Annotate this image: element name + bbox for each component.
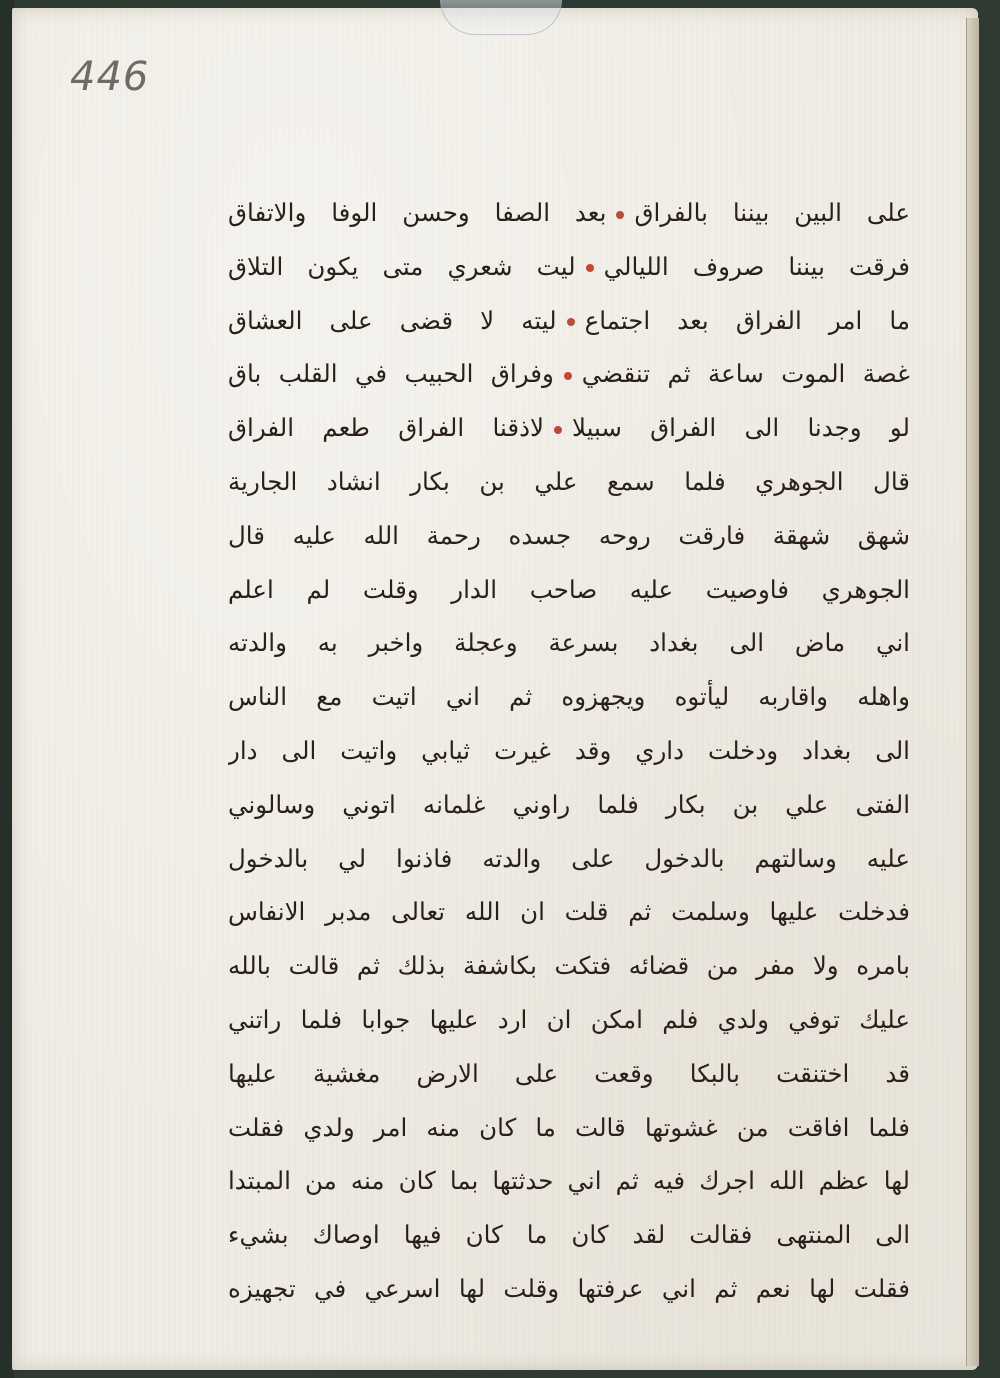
- text-line: [228, 455, 910, 509]
- text-line: [228, 1101, 910, 1155]
- verse-separator-dot: [567, 318, 575, 326]
- text-segment: واهله واقاربه ليأتوه ويجهزوه ثم اني اتيت مع الناس: [228, 682, 910, 712]
- text-segment: بعد الصفا وحسن الوفا والاتفاق: [228, 198, 607, 227]
- text-line: [228, 294, 910, 348]
- verse-separator-dot: [564, 372, 572, 380]
- text-segment: ليته لا قضى على العشاق: [228, 305, 557, 335]
- text-segment: قد اختنقت بالبكا وقعت على الارض مغشية عليها: [228, 1058, 910, 1088]
- text-segment: على البين بيننا بالفراق: [634, 198, 910, 227]
- text-line: [228, 1208, 910, 1262]
- binding-clip: [440, 0, 562, 35]
- text-segment: الى المنتهى فقالت لقد كان ما كان فيها اوصاك بشيء: [228, 1220, 910, 1250]
- folio-number: 446: [70, 54, 150, 100]
- verse-separator-dot: [616, 211, 624, 219]
- text-line: [228, 939, 910, 993]
- text-segment: عليك توفي ولدي فلم امكن ان ارد عليها جوابا فلما راتني: [228, 1004, 910, 1034]
- text-segment: قال الجوهري فلما سمع علي بن بكار انشاد الجارية: [228, 466, 910, 496]
- text-line: [228, 616, 910, 670]
- verse-separator-dot: [586, 264, 594, 272]
- text-segment: فقلت لها نعم ثم اني عرفتها وقلت لها اسرعي في تجهيزه: [228, 1273, 910, 1303]
- text-line: [228, 724, 910, 778]
- text-line: [228, 347, 910, 401]
- text-segment: عليه وسالتهم بالدخول على والدته فاذنوا لي بالدخول: [228, 843, 910, 873]
- text-segment: غصة الموت ساعة ثم تنقضي: [581, 359, 910, 389]
- text-segment: ليت شعري متى يكون التلاق: [228, 251, 576, 281]
- text-segment: الجوهري فاوصيت عليه صاحب الدار وقلت لم اعلم: [228, 574, 910, 604]
- text-segment: فدخلت عليها وسلمت ثم قلت ان الله تعالى مدبر الانفاس: [228, 897, 910, 927]
- text-line: [228, 778, 910, 832]
- text-segment: ما امر الفراق بعد اجتماع: [584, 305, 910, 335]
- text-segment: فرقت بيننا صروف الليالي: [603, 251, 910, 281]
- text-line: [228, 993, 910, 1047]
- text-line: [228, 240, 910, 294]
- text-segment: شهق شهقة فارقت روحه جسده رحمة الله عليه قال: [228, 520, 910, 550]
- text-segment: لو وجدنا الى الفراق سبيلا: [571, 413, 910, 443]
- text-segment: وفراق الحبيب في القلب باق: [228, 359, 554, 389]
- text-line: [228, 1154, 910, 1208]
- text-line: [228, 832, 910, 886]
- text-segment: بامره ولا مفر من قضائه فتكت بكاشفة بذلك ثم قالت بالله: [228, 951, 910, 981]
- text-line: [228, 186, 910, 240]
- text-segment: الفتى علي بن بكار فلما راوني غلمانه اتوني وسالوني: [228, 789, 910, 819]
- text-line: [228, 401, 910, 455]
- text-segment: فلما افاقت من غشوتها قالت ما كان منه امر ولدي فقلت: [228, 1112, 910, 1142]
- text-line: [228, 1047, 910, 1101]
- text-body: [228, 186, 910, 1316]
- text-line: [228, 1262, 910, 1316]
- text-line: [228, 563, 910, 617]
- text-segment: لها عظم الله اجرك فيه ثم اني حدثتها بما كان منه من المبتدا: [228, 1166, 910, 1196]
- text-segment: الى بغداد ودخلت داري وقد غيرت ثيابي واتيت الى دار: [228, 735, 910, 765]
- text-line: [228, 670, 910, 724]
- verse-separator-dot: [554, 426, 562, 434]
- text-line: [228, 509, 910, 563]
- page-edge: [966, 18, 979, 1366]
- text-segment: لاذقنا الفراق طعم الفراق: [228, 413, 544, 443]
- text-line: [228, 885, 910, 939]
- text-segment: اني ماض الى بغداد بسرعة وعجلة واخبر به والدته: [228, 628, 910, 658]
